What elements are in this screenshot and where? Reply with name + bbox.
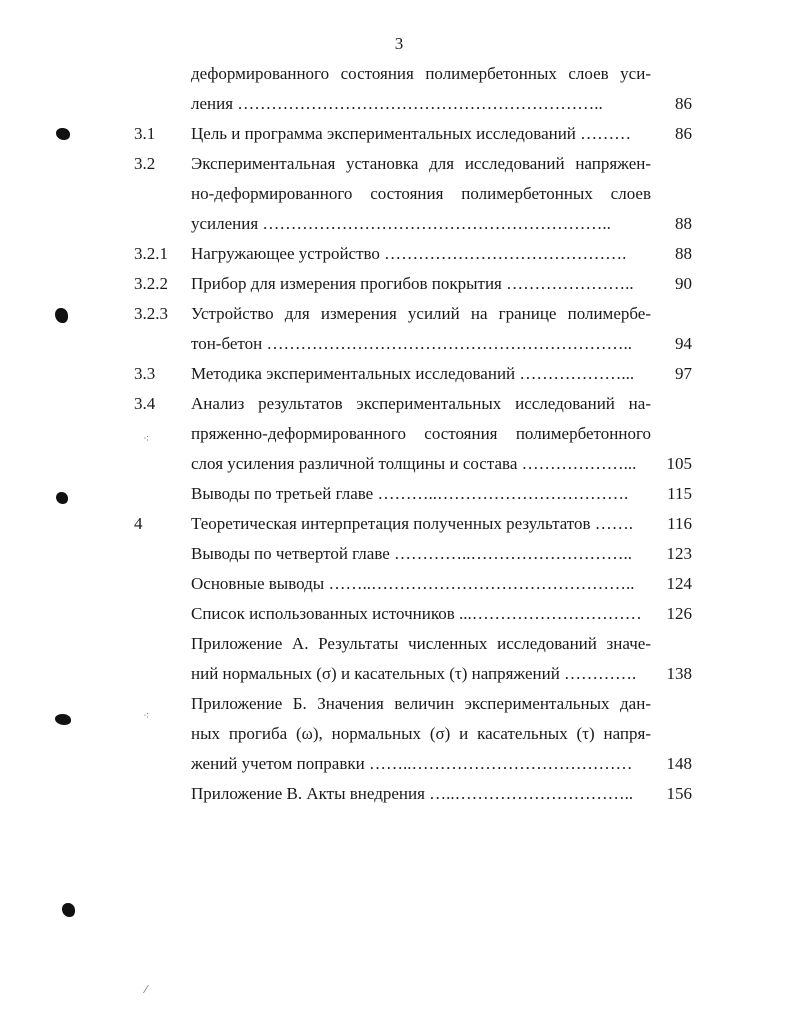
toc-entry-line: Анализ результатов экспериментальных исследований на-	[191, 394, 651, 413]
toc-entry-line: Цель и программа экспериментальных исследований ………	[191, 124, 632, 143]
toc-entry-line: но-деформированного состояния полимербетонных слоев	[191, 184, 651, 203]
toc-entry-page: 94	[675, 334, 692, 353]
toc-entry-page: 123	[666, 544, 692, 563]
toc-entry-page: 116	[667, 514, 692, 533]
toc-entry-number: 3.2	[134, 154, 156, 173]
toc-entry-line: Прибор для измерения прогибов покрытия …………………..	[191, 274, 634, 293]
toc-entry-page: 115	[667, 484, 692, 503]
toc-entry-number: 3.2.3	[134, 304, 168, 323]
toc-entry-line: Выводы по четвертой главе …………..………………………..	[191, 544, 633, 563]
toc-entry-page: 88	[675, 214, 692, 233]
scan-speck	[55, 714, 71, 725]
toc-entry-page: 86	[675, 94, 692, 113]
toc-entry-line: Приложение Б. Значения величин экспериментальных дан-	[191, 694, 651, 713]
toc-entry-page: 97	[675, 364, 692, 383]
toc-entry-line: деформированного состояния полимербетонных слоев уси-	[191, 64, 651, 83]
toc-entry-page: 124	[666, 574, 692, 593]
toc-entry-page: 88	[675, 244, 692, 263]
scan-speck	[56, 492, 68, 504]
toc-entry-number: 3.2.1	[134, 244, 168, 263]
toc-entry-page: 90	[675, 274, 692, 293]
toc-entry-line: Методика экспериментальных исследований ………………...	[191, 364, 635, 383]
toc-entry-number: 4	[134, 514, 143, 533]
toc-entry-line: Основные выводы ……..………………………………………..	[191, 574, 635, 593]
toc-entry-line: жений учетом поправки ……..…………………………………	[191, 754, 633, 773]
scan-speck	[55, 308, 68, 323]
toc-entry-line: ления ………………………………………………………..	[191, 94, 603, 113]
toc-entry-line: Приложение А. Результаты численных исследований значе-	[191, 634, 651, 653]
scan-speck	[62, 903, 75, 917]
toc-entry-line: усиления ……………………………………………………..	[191, 214, 611, 233]
toc-entry-page: 138	[666, 664, 692, 683]
toc-entry-page: 156	[666, 784, 692, 803]
toc-entry-number: 3.4	[134, 394, 156, 413]
toc-entry-page: 86	[675, 124, 692, 143]
toc-entry-number: 3.3	[134, 364, 156, 383]
toc-entry-page: 105	[666, 454, 692, 473]
toc-entry-line: Нагружающее устройство …………………………………….	[191, 244, 627, 263]
toc-entry-line: Экспериментальная установка для исследований напряжен-	[191, 154, 651, 173]
page-number: 3	[394, 34, 404, 53]
toc-entry-line: Устройство для измерения усилий на границе полимербе-	[191, 304, 651, 323]
toc-entry-line: ний нормальных (σ) и касательных (τ) напряжений ………….	[191, 664, 637, 683]
scan-mark: ⁖	[143, 709, 150, 722]
toc-entry-page: 126	[666, 604, 692, 623]
toc-entry-page: 148	[666, 754, 692, 773]
toc-entry-line: Приложение В. Акты внедрения …..…………………………..	[191, 784, 634, 803]
scan-speck	[56, 128, 70, 140]
scan-mark: ⁖	[143, 432, 150, 445]
toc-entry-line: тон-бетон ………………………………………………………..	[191, 334, 632, 353]
toc-entry-line: ных прогиба (ω), нормальных (σ) и касательных (τ) напря-	[191, 724, 651, 743]
toc-entry-line: Выводы по третьей главе ………..…………………………….	[191, 484, 629, 503]
toc-entry-line: пряженно-деформированного состояния полимербетонного	[191, 424, 651, 443]
toc-entry-line: Список использованных источников ...…………………………	[191, 604, 642, 623]
toc-entry-number: 3.1	[134, 124, 156, 143]
toc-entry-line: Теоретическая интерпретация полученных результатов …….	[191, 514, 634, 533]
toc-entry-line: слоя усиления различной толщины и состава ………………...	[191, 454, 637, 473]
scan-mark: ⁄	[145, 983, 147, 996]
toc-entry-number: 3.2.2	[134, 274, 168, 293]
